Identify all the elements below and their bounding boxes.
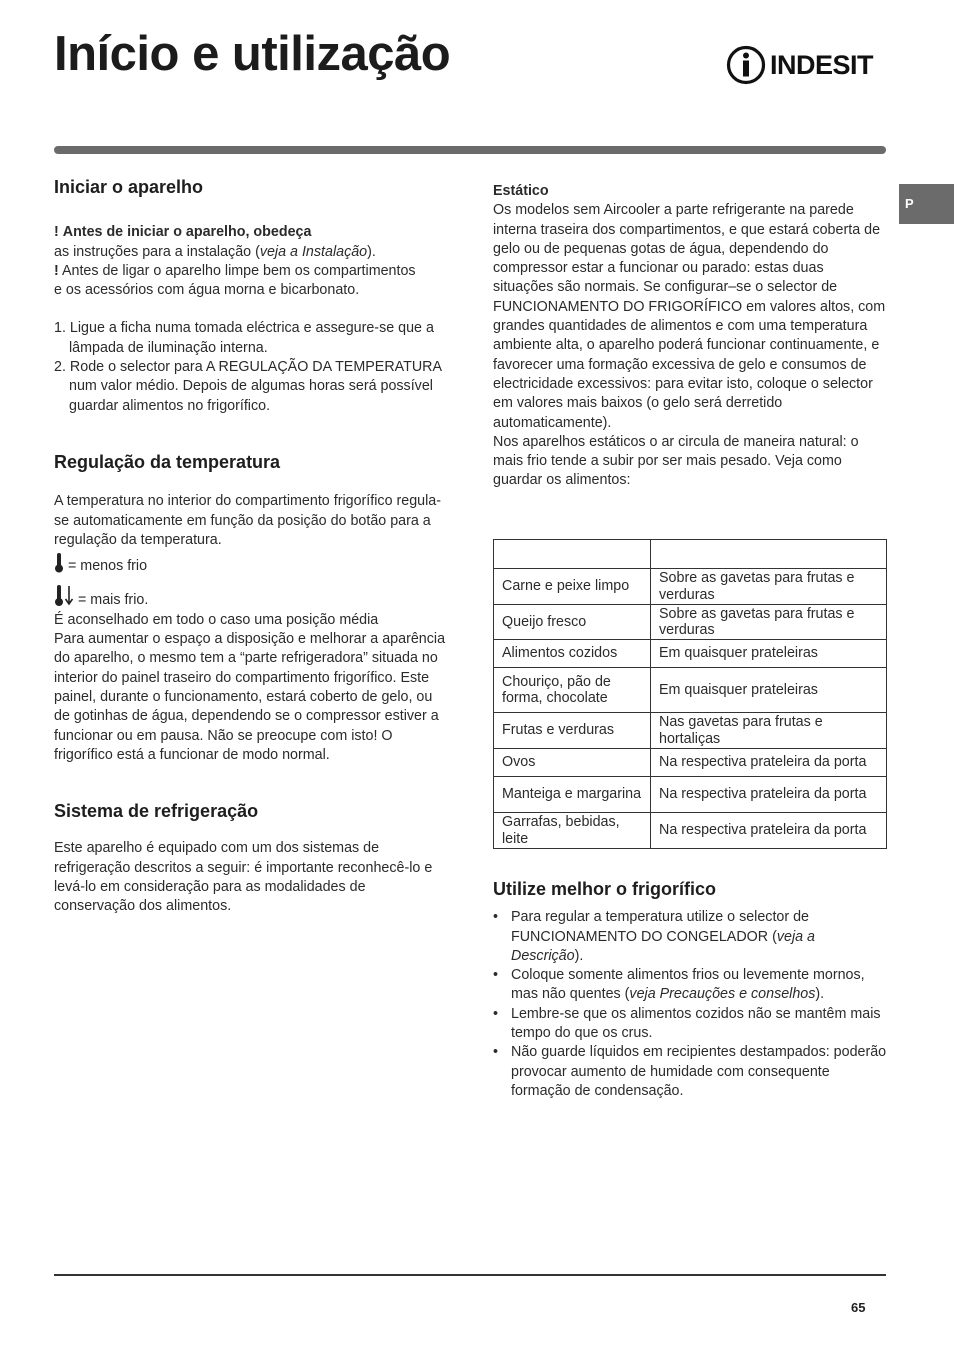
table-row [494,749,887,777]
step-item: 2. Rode o selector para A REGULAÇÃO DA TEMPERATURA num valor médio. Depois de algumas horas será possível guardar alimentos no frigorífico. [54,359,442,414]
footer-divider [54,1274,886,1276]
table-header-cell [494,540,651,569]
list-item: • Não guarde líquidos em recipientes destampados: poderão provocar aumento de humidade com consequente formação de condensação. [493,1043,887,1101]
table-row [494,713,887,749]
table-header-row [494,540,887,569]
table-row [494,605,887,640]
section-heading-best-use: Utilize melhor o frigorífico [493,879,717,899]
indesit-logo-icon [726,45,766,85]
place-cell: Em quaisquer prateleiras [651,640,887,668]
place-cell: Na respectiva prateleira da porta [651,749,887,777]
page-number: 65 [851,1300,866,1315]
warning-mark: ! [54,262,59,279]
food-cell: Carne e peixe limpo [494,569,651,605]
page-title: Início e utilização [54,27,451,81]
table-row [494,668,887,713]
less-cold-line: = menos frio [54,553,449,576]
food-cell: Manteiga e margarina [494,777,651,813]
section-heading-cooling-system: Sistema de refrigeração [54,801,259,822]
section-heading-start: Iniciar o aparelho [54,177,204,197]
cooling-system-paragraph: Este aparelho é equipado com um dos sistemas de refrigeração descritos a seguir: é importante reconhecê-lo e levá-lo em consideração para as modalidades de conservação dos alimentos. [54,840,433,915]
step-item: 1. Ligue a ficha numa tomada eléctrica e assegure-se que a lâmpada de iluminação interna. [54,320,434,356]
table-row [494,777,887,813]
place-cell: Sobre as gavetas para frutas e verduras [651,605,887,640]
place-cell: Nas gavetas para frutas e hortaliças [651,713,887,749]
warning-clean-line2: e os acessórios com água morna e bicarbonato. [54,282,360,299]
brand-name: INDESIT [770,49,874,80]
warning-clean: ! Antes de ligar o aparelho limpe bem os compartimentos [54,262,416,279]
place-cell: Na respectiva prateleira da porta [651,777,887,813]
right-column [493,182,887,491]
food-cell: Ovos [494,749,651,777]
description-reference: veja a Descrição [511,928,815,964]
table-header-cell [651,540,887,569]
food-cell: Alimentos cozidos [494,640,651,668]
food-cell: Chouriço, pão de forma, chocolate [494,668,651,713]
recommendation: É aconselhado em todo o caso uma posição média [54,611,379,628]
best-use-section [493,880,887,1101]
thermometer-icon [54,553,64,573]
list-item: • Lembre-se que os alimentos cozidos não se mantêm mais tempo do que os crus. [493,1005,887,1044]
warning-mark: ! [54,224,59,241]
warning-bold-text: Antes de iniciar o aparelho, obedeça [62,224,312,241]
list-item: • Para regular a temperatura utilize o selector de FUNCIONAMENTO DO CONGELADOR (veja a Descrição). [493,908,887,966]
precautions-reference: veja Precauções e conselhos [629,986,816,1003]
place-cell: Sobre as gavetas para frutas e verduras [651,569,887,605]
static-paragraph: Os modelos sem Aircooler a parte refrigerante na parede interna traseira dos compartimentos, e que estará coberta de gelo ou de pequenas gotas de água, dependendo do compressor estar a funcionar ou parado: estas duas situações são normais. Se configurar–se o selector de FUNCIONAMENTO DO FRIGORÍFICO em valores altos, com grandes quantidades de alimentos e com uma temperatura ambiente alta, o aparelho poderá funcionar continuamente, e favorecer uma formação excessiva de gelo e consumos de electricidade excessivos: para evitar isto, coloque o selector em valores mais baixos (o gelo será derretido automaticamente). [493,202,886,431]
header-divider [54,146,886,154]
tips-list [493,908,887,1101]
temperature-paragraph: A temperatura no interior do compartimento frigorífico regula-se automaticamente em função da posição do botão para a regulação da temperatura. [54,493,441,548]
more-cold-line: = mais frio. [54,585,449,610]
place-cell: Em quaisquer prateleiras [651,668,887,713]
left-column [54,178,449,917]
food-cell: Garrafas, bebidas, leite [494,813,651,849]
thermometer-down-icon [54,585,74,607]
section-heading-temperature: Regulação da temperatura [54,451,281,472]
language-tab: P [899,184,954,224]
warning-install-line: as instruções para a instalação (veja a Instalação). [54,243,376,260]
list-item: • Coloque somente alimentos frios ou levemente mornos, mas não quentes (veja Precauções e conselhos). [493,966,887,1005]
warning-install [54,223,449,242]
table-row [494,569,887,605]
brand-logo [726,44,886,86]
install-reference: veja a Instalação [259,243,368,260]
food-cell: Frutas e verduras [494,713,651,749]
table-row [494,813,887,849]
cooling-panel-paragraph: Para aumentar o espaço a disposição e melhorar a aparência do aparelho, o mesmo tem a “parte refrigeradora” situada no interior do painel traseiro do compartimento frigorífico. Este painel, durante o funcionamento, estará coberto de gelo, ou de gotinhas de água, dependendo se o compressor estiver a funcionar ou em pausa. Não se preocupe com isto! O frigorífico está a funcionar de modo normal. [54,631,446,763]
table-row [494,640,887,668]
static-paragraph-2: Nos aparelhos estáticos o ar circula de maneira natural: o mais frio tende a subir por ser mais pesado. Veja como guardar os alimentos: [493,433,859,489]
food-cell: Queijo fresco [494,605,651,640]
place-cell: Na respectiva prateleira da porta [651,813,887,849]
subheading-static: Estático [493,183,549,199]
food-storage-table [493,539,887,849]
